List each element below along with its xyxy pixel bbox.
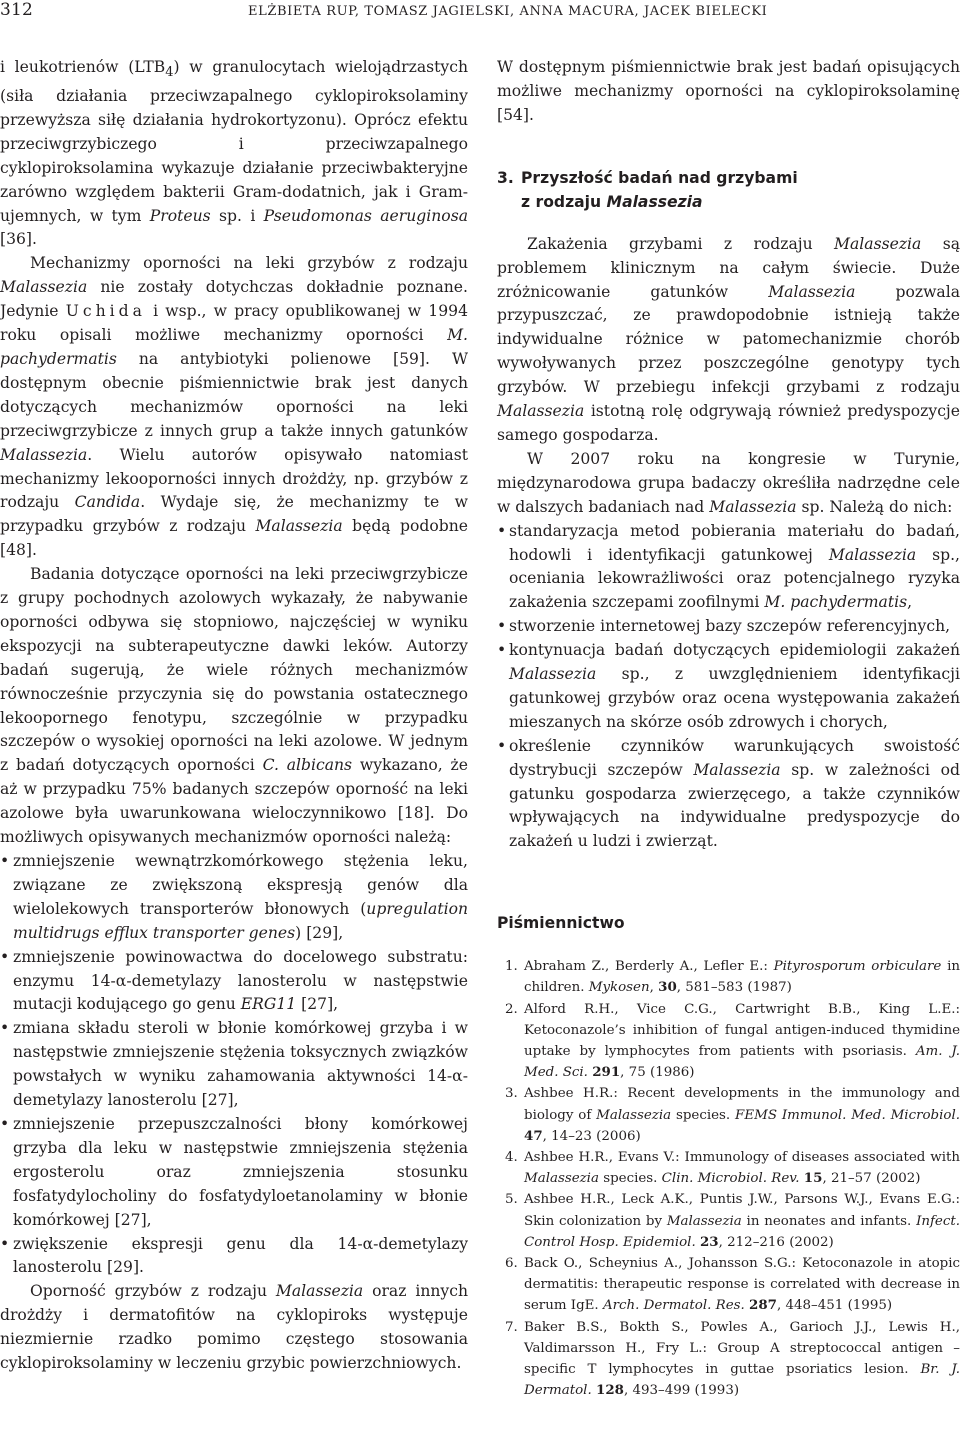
- list-item: • zmiana składu steroli w błonie komórkowej grzyba i w następstwie zmniejszenie stężenia toksycznych związków powstałych w wyniku zahamowania aktywności 14-α-demetylazy lanosterolu [27],: [0, 1017, 468, 1113]
- list-item: • określenie czynników warunkujących swoistość dystrybucji szczepów Malassezia sp. w zależności od gatunku gospodarza zwierzęcego, a także czynników wpływających na indywidualne predyspozycje do zakażeń u ludzi i zwierząt.: [497, 735, 960, 855]
- research-goals-list: [497, 520, 960, 855]
- reference-text: Ashbee H.R., Evans V.: Immunology of diseases associated with Malassezia species. Clin. Microbiol. Rev. 15, 21–57 (2002): [524, 1150, 960, 1187]
- reference-item: [497, 1253, 960, 1317]
- reference-text: Abraham Z., Berderly A., Lefler E.: Pityrosporum orbiculare in children. Mykosen, 30, 581–583 (1987): [524, 959, 960, 996]
- paragraph-clinical-problem: Zakażenia grzybami z rodzaju Malassezia są problemem klinicznym na całym świecie. Duże zróżnicowanie gatunków Malassezia pozwala przypuszczać, ze prawdopodobnie istnieją także indywidualne różnice w patomechanizmie chorób wywoływanych przez poszczególne genotypy tych grzybów. W przebiegu infekcji grzybami z rodzaju Malassezia istotną rolę odgrywają również predyspozycje samego gospodarza.: [497, 234, 960, 444]
- reference-text: Back O., Scheynius A., Johansson S.G.: Ketoconazole in atopic dermatitis: therapeutic response is correlated with decrease in serum IgE. Arch. Dermatol. Res. 287, 448–451 (1995): [524, 1256, 960, 1314]
- reference-item: [497, 1189, 960, 1253]
- section-title: Przyszłość badań nad grzybami z rodzaju Malassezia: [521, 168, 798, 211]
- reference-number: 7.: [505, 1319, 518, 1335]
- reference-item: [497, 1083, 960, 1147]
- right-column: [497, 56, 960, 1401]
- section-heading-future-research: [497, 166, 960, 214]
- list-item: • stworzenie internetowej bazy szczepów referencyjnych,: [497, 615, 960, 639]
- reference-item: [497, 1317, 960, 1402]
- paragraph-no-studies: W dostępnym piśmiennictwie brak jest badań opisujących możliwe mechanizmy oporności na cyklopiroksolaminę [54].: [497, 58, 960, 124]
- list-item: • zmniejszenie wewnątrzkomórkowego stężenia leku, związane ze zwiększoną ekspresją genów dla wielolekowych transporterów błonowych (upregulation multidrugs efflux transporter genes) [29],: [0, 850, 468, 946]
- reference-number: 1.: [505, 959, 518, 975]
- reference-number: 5.: [505, 1192, 518, 1208]
- reference-item: [497, 956, 960, 998]
- page-number: 312: [0, 0, 34, 20]
- left-column: [0, 56, 468, 1376]
- page-header: [0, 0, 960, 30]
- reference-number: 4.: [505, 1150, 518, 1166]
- reference-number: 2.: [505, 1001, 518, 1017]
- paragraph-resistance-mechanisms: Mechanizmy oporności na leki grzybów z rodzaju Malassezia nie zostały dotychczas dokładnie poznane. Jedynie Uchida i wsp., w pracy opublikowanej w 1994 roku opisali możliwe mechanizmy oporności M. pachydermatis na antybiotyki polienowe [59]. W dostępnym obecnie piśmiennictwie brak jest danych dotyczących mechanizmów oporności na leki przeciwgrzybicze z innych grup a także innych gatunków Malassezia. Wielu autorów opisywało natomiast mechanizmy lekooporności innych drożdży, np. grzybów z rodzaju Candida. Wydaje się, że mechanizmy te w przypadku grzybów z rodzaju Malassezia będą podobne [48].: [0, 254, 469, 560]
- list-item: • zmniejszenie powinowactwa do docelowego substratu: enzymu 14-α-demetylazy lanosterolu w następstwie mutacji kodującego go genu ERG11 [27],: [0, 946, 468, 1018]
- reference-item: [497, 999, 960, 1084]
- list-item: • standaryzacja metod pobierania materiału do badań, hodowli i identyfikacji gatunkowej Malassezia sp., oceniania lekowrażliwości oraz potencjalnego ryzyka zakażenia szczepami zoofilnymi M. pachydermatis,: [497, 520, 960, 616]
- paragraph-azole-resistance: Badania dotyczące oporności na leki przeciwgrzybicze z grupy pochodnych azolowych wykazały, że nabywanie oporności odbywa się stopniowo, najczęściej w wyniku ekspozycji na subterapeutyczne dawki leków. Autorzy badań sugerują, że wiele różnych mechanizmów równocześnie przyczynia się do powstania ostatecznego lekoopornego fenotypu, szczególnie w przypadku szczepów o wysokiej oporności na leki azolowe. W jednym z badań dotyczących oporności C. albicans wykazano, że aż w przypadku 75% badanych szczepów oporność na leki azolowe była uwarunkowana wieloczynnikowo [18]. Do możliwych opisywanych mechanizmów oporności należą:: [0, 565, 468, 847]
- reference-item: [497, 1147, 960, 1189]
- reference-text: Ashbee H.R., Leck A.K., Puntis J.W., Parsons W.J., Evans E.G.: Skin colonization by Malassezia in neonates and infants. Infect. Control Hosp. Epidemiol. 23, 212–216 (2002): [524, 1192, 960, 1250]
- resistance-mechanisms-list: [0, 850, 468, 1280]
- references-list: [497, 956, 960, 1401]
- reference-number: 3.: [505, 1086, 518, 1102]
- list-item: • zwiększenie ekspresji genu dla 14-α-demetylazy lanosterolu [29].: [0, 1233, 468, 1281]
- paragraph-turin-congress: W 2007 roku na kongresie w Turynie, międzynarodowa grupa badaczy określiła nadrzędne cele w dalszych badaniach nad Malassezia sp. Należą do nich:: [497, 449, 960, 516]
- references-heading: Piśmiennictwo: [497, 914, 625, 933]
- list-item: • zmniejszenie przepuszczalności błony komórkowej grzyba dla leku w następstwie zmniejszenia stężenia ergosterolu oraz zmniejszenia stosunku fosfatydylocholiny do fosfatydyloetanolaminy w błonie komórkowej [27],: [0, 1113, 468, 1233]
- running-head-authors: ELŻBIETA RUP, TOMASZ JAGIELSKI, ANNA MACURA, JACEK BIELECKI: [248, 4, 768, 19]
- paragraph-ciclopirox-resistance: Oporność grzybów z rodzaju Malassezia oraz innych drożdży i dermatofitów na cyklopiroks występuje niezmiernie rzadko pomimo częstego stosowania cyklopiroksolaminy w leczeniu grzybic powierzchniowych.: [0, 1282, 468, 1373]
- reference-text: Ashbee H.R.: Recent developments in the immunology and biology of Malassezia species. FEMS Immunol. Med. Microbiol. 47, 14–23 (2006): [524, 1086, 960, 1144]
- list-item: • kontynuacja badań dotyczących epidemiologii zakażeń Malassezia sp., z uwzględnieniem identyfikacji gatunkowej grzybów oraz ocena występowania zakażeń mieszanych na skórze osób zdrowych i chorych,: [497, 639, 960, 735]
- paragraph-leukotrienes: i leukotrienów $(LTB_4)$ w granulocytach wielojądrzastych (siła działania przeciwzapalnego cyklopiroksolaminy przewyższa siłę działania hydrokortyzonu). Oprócz efektu przeciwgrzybiczego i przeciwzapalnego cyklopiroksolamina wykazuje działanie przeciwbakteryjne zarówno względem bakterii Gram-dodatnich, jak i Gram-ujemnych, w tym Proteus sp. i Pseudomonas aeruginosa [36].: [0, 58, 468, 249]
- section-number: 3.: [497, 168, 514, 187]
- reference-text: Alford R.H., Vice C.G., Cartwright B.B., King L.E.: Ketoconazole’s inhibition of fungal antigen-induced thymidine uptake by lymphocytes from patients with psoriasis. Am. J. Med. Sci. 291, 75 (1986): [524, 1001, 960, 1081]
- reference-text: Baker B.S., Bokth S., Powles A., Garioch J.J., Lewis H., Valdimarsson H., Fry L.: Group A streptococcal antigen – specific T lymphocytes in guttae psoriatics lesion. Br. J. Dermatol. 128, 493–499 (1993): [524, 1319, 960, 1399]
- reference-number: 6.: [505, 1256, 518, 1272]
